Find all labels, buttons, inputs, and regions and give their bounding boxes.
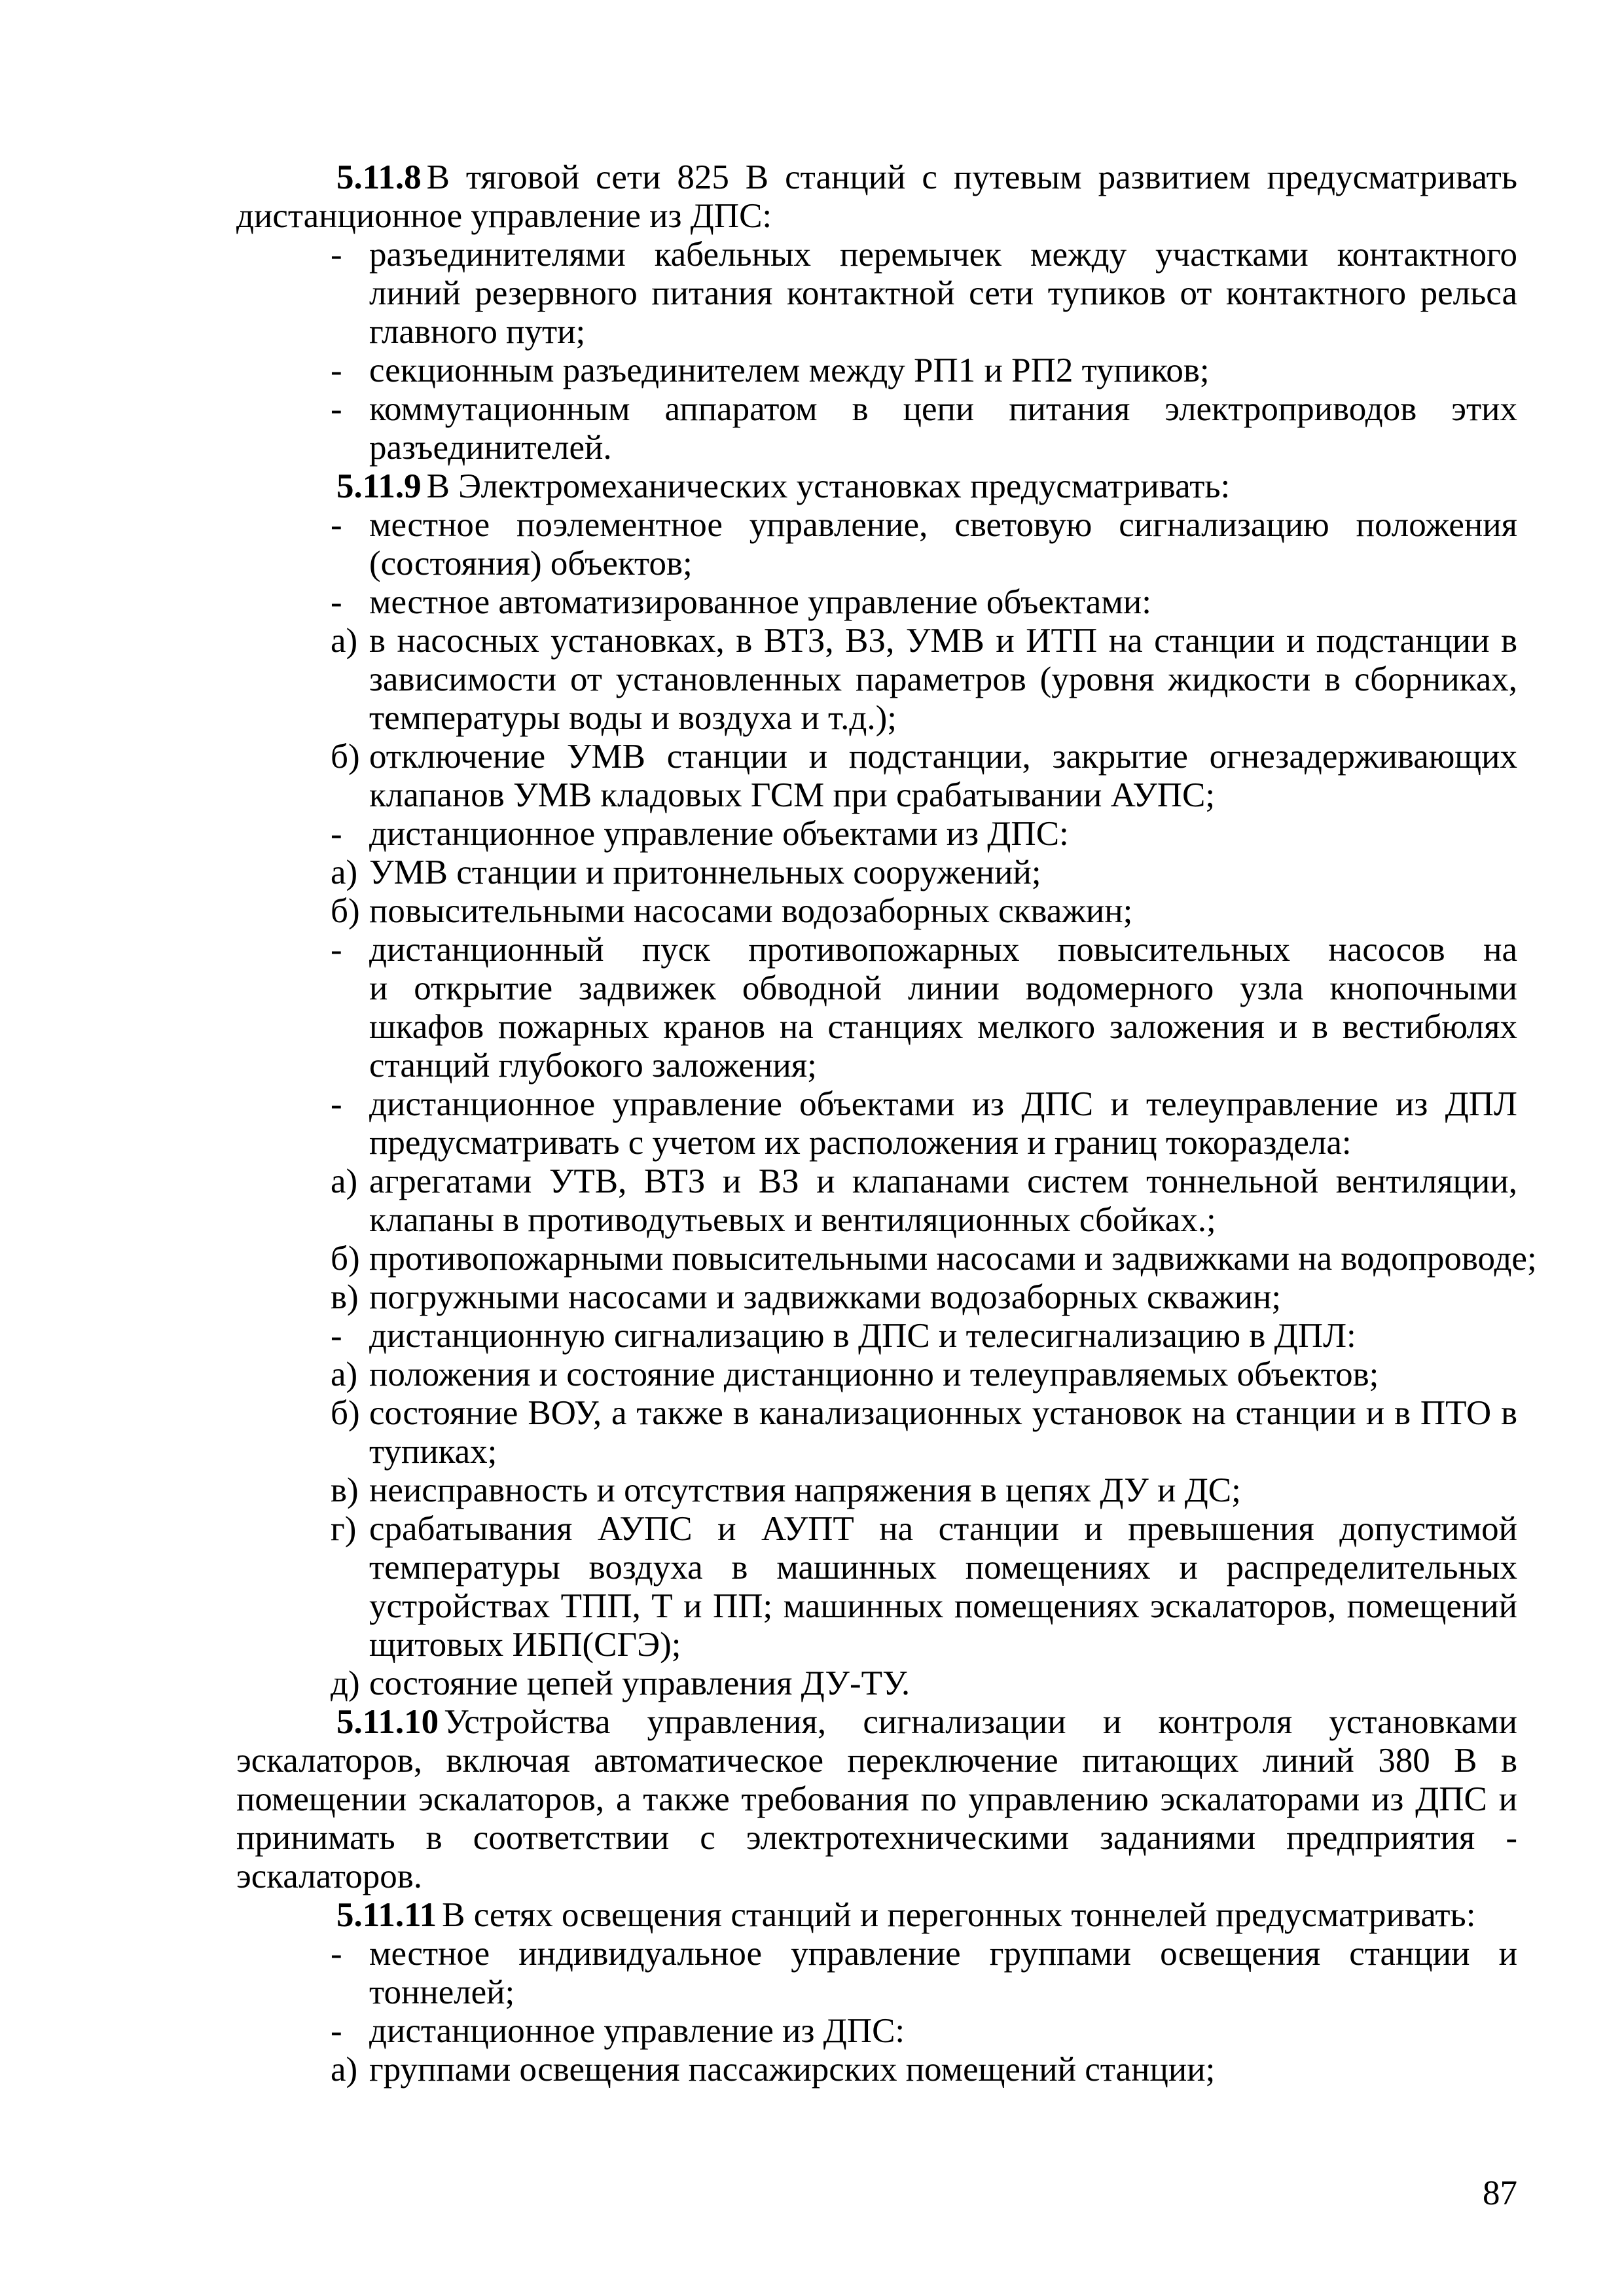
list-marker: б) — [331, 738, 360, 776]
list-item — [236, 1935, 1517, 2012]
list-marker: - — [331, 506, 342, 544]
text-line — [236, 1433, 1517, 1471]
line-text: дистанционное управление из ДПС: — [369, 2012, 905, 2050]
list-marker: б) — [331, 1394, 360, 1432]
list-item — [236, 1510, 1517, 1664]
list-marker: - — [331, 1317, 342, 1355]
list-item — [236, 2012, 1517, 2051]
list-item — [236, 1240, 1537, 1278]
text-line — [236, 1162, 1517, 1201]
list-item — [236, 622, 1517, 738]
list-marker: а) — [331, 853, 358, 891]
line-text: эскалаторов. — [236, 1857, 423, 1895]
list-item — [236, 1394, 1517, 1471]
text-line — [236, 429, 1517, 467]
text-line — [236, 622, 1517, 660]
list-item — [236, 1162, 1517, 1240]
line-text: зависимости от установленных параметров (уровня жидкости в сборниках, — [369, 660, 1517, 698]
text-line — [236, 1857, 1517, 1896]
text-line — [236, 2051, 1517, 2089]
section-number: 5.11.11 — [336, 1896, 437, 1934]
list-item — [236, 853, 1517, 892]
list-item — [236, 1664, 1517, 1703]
line-text: тупиках; — [369, 1433, 497, 1471]
section-number: 5.11.9 — [336, 467, 422, 505]
line-text: клапаны в противодутьевых и вентиляционных сбойках.; — [369, 1201, 1216, 1239]
line-text: температуры воздуха в машинных помещениях и распределительных — [369, 1549, 1517, 1587]
numbered-paragraph — [236, 1896, 1517, 1935]
section-number: 5.11.8 — [336, 158, 422, 196]
text-line — [236, 351, 1517, 390]
text-line — [236, 583, 1517, 622]
text-line — [236, 1278, 1517, 1317]
line-text: положения и состояние дистанционно и телеуправляемых объектов; — [369, 1355, 1379, 1393]
line-text: линий резервного питания контактной сети тупиков от контактного рельса — [369, 274, 1517, 312]
text-line — [236, 2012, 1517, 2051]
list-marker: г) — [331, 1510, 357, 1548]
line-text: принимать в соответствии с электротехническими заданиями предприятия - — [236, 1819, 1517, 1857]
line-text: температуры воды и воздуха и т.д.); — [369, 699, 897, 737]
line-text: разъединителями кабельных перемычек между участками контактного — [369, 236, 1517, 274]
text-line — [236, 931, 1517, 969]
list-item — [236, 1317, 1517, 1355]
list-marker: - — [331, 390, 342, 428]
text-line — [236, 1008, 1517, 1047]
text-line — [236, 1896, 1517, 1935]
line-text: УМВ станции и притоннельных сооружений; — [369, 853, 1041, 891]
text-line — [236, 1085, 1517, 1124]
line-text: отключение УМВ станции и подстанции, закрытие огнезадерживающих — [369, 738, 1517, 776]
list-marker: в) — [331, 1278, 359, 1316]
line-text: эскалаторов, включая автоматическое переключение питающих линий 380 В в — [236, 1742, 1517, 1780]
line-text: В тяговой сети 825 В станций с путевым развитием предусматривать — [426, 158, 1517, 196]
line-text: местное поэлементное управление, световую сигнализацию положения — [369, 506, 1517, 544]
text-line — [236, 1703, 1517, 1742]
line-text: дистанционное управление из ДПС: — [236, 197, 772, 235]
line-text: погружными насосами и задвижками водозаборных скважин; — [369, 1278, 1282, 1316]
text-line — [236, 1626, 1517, 1664]
text-line — [236, 738, 1517, 776]
text-line — [236, 892, 1517, 931]
line-text: помещении эскалаторов, а также требования по управлению эскалаторами из ДПС и — [236, 1780, 1517, 1818]
text-line — [236, 158, 1517, 197]
list-marker: в) — [331, 1471, 359, 1509]
list-marker: - — [331, 351, 342, 389]
line-text: шкафов пожарных кранов на станциях мелкого заложения и в вестибюлях — [369, 1008, 1517, 1046]
text-line — [236, 1240, 1537, 1278]
list-item — [236, 1355, 1517, 1394]
list-item — [236, 931, 1517, 1085]
list-marker: а) — [331, 1162, 358, 1200]
numbered-paragraph — [236, 1703, 1517, 1896]
line-text: устройствах ТПП, Т и ПП; машинных помещениях эскалаторов, помещений — [369, 1587, 1517, 1625]
text-line — [236, 1201, 1517, 1240]
text-line — [236, 660, 1517, 699]
line-text: В сетях освещения станций и перегонных тоннелей предусматривать: — [442, 1896, 1476, 1934]
text-line — [236, 1780, 1517, 1819]
line-text: В Электромеханических установках предусматривать: — [426, 467, 1231, 505]
list-item — [236, 1085, 1517, 1162]
list-marker: - — [331, 236, 342, 274]
line-text: агрегатами УТВ, ВТЗ и ВЗ и клапанами систем тоннельной вентиляции, — [369, 1162, 1517, 1200]
text-line — [236, 1549, 1517, 1587]
line-text: срабатывания АУПС и АУПТ на станции и превышения допустимой — [369, 1510, 1517, 1548]
line-text: состояние цепей управления ДУ-ТУ. — [369, 1664, 911, 1702]
text-line — [236, 1124, 1517, 1162]
line-text: главного пути; — [369, 313, 586, 351]
line-text: и открытие задвижек обводной линии водомерного узла кнопочными — [369, 969, 1517, 1007]
text-line — [236, 1664, 1517, 1703]
list-marker: - — [331, 583, 342, 621]
line-text: Устройства управления, сигнализации и контроля установками — [444, 1703, 1517, 1741]
text-line — [236, 1935, 1517, 1973]
list-item — [236, 506, 1517, 583]
text-line — [236, 1394, 1517, 1433]
document-body — [236, 158, 1537, 2089]
line-text: состояние ВОУ, а также в канализационных установок на станции и в ПТО в — [369, 1394, 1517, 1432]
line-text: клапанов УМВ кладовых ГСМ при срабатывании АУПС; — [369, 776, 1216, 814]
list-marker: а) — [331, 2051, 358, 2089]
line-text: противопожарными повысительными насосами и задвижками на водопроводе; — [369, 1240, 1537, 1278]
line-text: коммутационным аппаратом в цепи питания электроприводов этих — [369, 390, 1517, 428]
list-item — [236, 892, 1517, 931]
list-marker: б) — [331, 892, 360, 930]
text-line — [236, 467, 1517, 506]
text-line — [236, 969, 1517, 1008]
text-line — [236, 390, 1517, 429]
list-marker: - — [331, 815, 342, 853]
list-marker: - — [331, 2012, 342, 2050]
list-marker: а) — [331, 622, 358, 660]
line-text: местное автоматизированное управление объектами: — [369, 583, 1151, 621]
list-item — [236, 390, 1517, 467]
text-line — [236, 853, 1517, 892]
list-marker: а) — [331, 1355, 358, 1393]
line-text: секционным разъединителем между РП1 и РП2 тупиков; — [369, 351, 1210, 389]
text-line — [236, 313, 1517, 351]
text-line — [236, 545, 1517, 583]
line-text: неисправность и отсутствия напряжения в цепях ДУ и ДС; — [369, 1471, 1241, 1509]
text-line — [236, 1471, 1517, 1510]
text-line — [236, 1355, 1517, 1394]
text-line — [236, 1973, 1517, 2012]
line-text: дистанционный пуск противопожарных повысительных насосов на — [369, 931, 1517, 969]
line-text: группами освещения пассажирских помещений станции; — [369, 2051, 1216, 2089]
line-text: дистанционную сигнализацию в ДПС и телесигнализацию в ДПЛ: — [369, 1317, 1356, 1355]
line-text: дистанционное управление объектами из ДПС и телеуправление из ДПЛ — [369, 1085, 1517, 1123]
list-item — [236, 2051, 1517, 2089]
text-line — [236, 815, 1517, 853]
list-item — [236, 738, 1517, 815]
page-number: 87 — [1483, 2174, 1517, 2212]
list-marker: б) — [331, 1240, 360, 1278]
text-line — [236, 197, 1517, 236]
text-line — [236, 1587, 1517, 1626]
list-marker: - — [331, 931, 342, 969]
text-line — [236, 699, 1517, 738]
list-marker: д) — [331, 1664, 360, 1702]
text-line — [236, 506, 1517, 545]
line-text: повысительными насосами водозаборных скважин; — [369, 892, 1133, 930]
line-text: щитовых ИБП(СГЭ); — [369, 1626, 681, 1664]
list-marker: - — [331, 1085, 342, 1123]
text-line — [236, 274, 1517, 313]
line-text: тоннелей; — [369, 1973, 515, 2011]
text-line — [236, 236, 1517, 274]
numbered-paragraph — [236, 467, 1517, 506]
list-item — [236, 1278, 1517, 1317]
text-line — [236, 1510, 1517, 1549]
text-line — [236, 1742, 1517, 1780]
line-text: разъединителей. — [369, 429, 612, 467]
line-text: в насосных установках, в ВТЗ, ВЗ, УМВ и ИТП на станции и подстанции в — [369, 622, 1517, 660]
list-item — [236, 351, 1517, 390]
line-text: местное индивидуальное управление группами освещения станции и — [369, 1935, 1517, 1973]
line-text: (состояния) объектов; — [369, 545, 693, 583]
list-item — [236, 815, 1517, 853]
text-line — [236, 776, 1517, 815]
text-line — [236, 1047, 1517, 1085]
list-item — [236, 1471, 1517, 1510]
text-line — [236, 1317, 1517, 1355]
list-item — [236, 236, 1517, 351]
text-line — [236, 1819, 1517, 1857]
line-text: дистанционное управление объектами из ДПС: — [369, 815, 1069, 853]
list-marker: - — [331, 1935, 342, 1973]
list-item — [236, 583, 1517, 622]
line-text: предусматривать с учетом их расположения и границ токораздела: — [369, 1124, 1352, 1162]
line-text: станций глубокого заложения; — [369, 1047, 817, 1085]
numbered-paragraph — [236, 158, 1517, 236]
section-number: 5.11.10 — [336, 1703, 439, 1741]
